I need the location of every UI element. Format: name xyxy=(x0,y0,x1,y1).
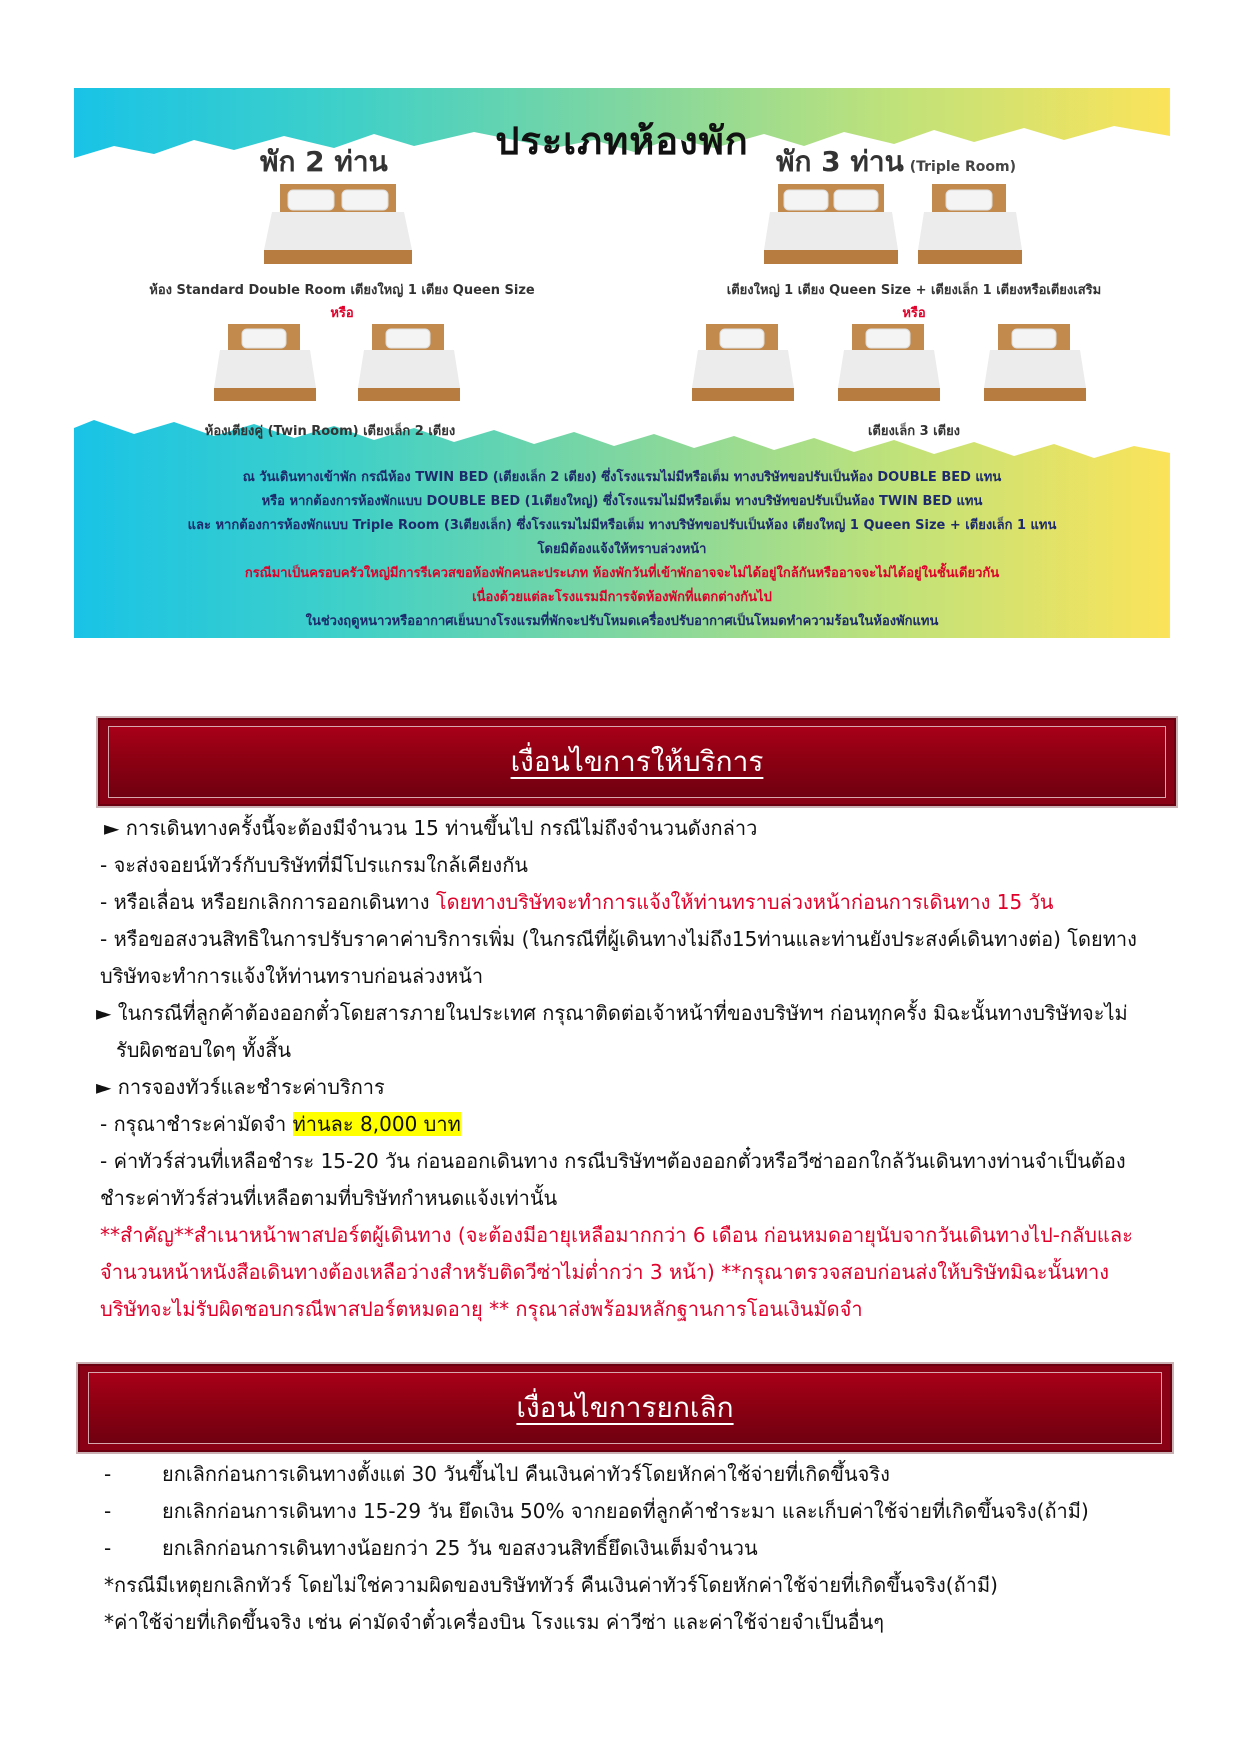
double-bed-icon xyxy=(760,184,902,270)
passport-warning-line: บริษัทจะไม่รับผิดชอบกรณีพาสปอร์ตหมดอายุ ** กรุณาส่งพร้อมหลักฐานการโอนเงินมัดจำ xyxy=(100,1297,863,1321)
passport-warning-line: จำนวนหน้าหนังสือเดินทางต้องเหลือว่างสำหรับติดวีซ่าไม่ต่ำกว่า 3 หน้า) **กรุณาตรวจสอบก่อนส่งให้บริษัทมิฉะนั้นทาง xyxy=(100,1260,1110,1284)
three-pax-caption-three-singles: เตียงเล็ก 3 เตียง xyxy=(867,424,961,439)
two-pax-or: หรือ xyxy=(330,306,354,321)
cancel-header-panel xyxy=(88,1372,1162,1444)
service-line: - หรือขอสงวนสิทธิในการปรับราคาค่าบริการเพิ่ม (ในกรณีที่ผู้เดินทางไม่ถึง15ท่านและท่านยังประสงค์เดินทางต่อ) โดยทาง xyxy=(100,927,1137,951)
cancel-body xyxy=(104,1456,1174,1641)
banner-note: ในช่วงฤดูหนาวหรืออากาศเย็นบางโรงแรมที่พักจะปรับโหมดเครื่องปรับอากาศเป็นโหมดทำความร้อนในห้องพักแทน xyxy=(305,614,939,629)
banner-note: ณ วันเดินทางเข้าพัก กรณีห้อง TWIN BED (เตียงเล็ก 2 เตียง) ซึ่งโรงแรมไม่มีหรือเต็ม ทางบริษัทขอปรับเป็นห้อง DOUBLE BED แทน xyxy=(242,470,1002,485)
service-line: - จะส่งจอยน์ทัวร์กับบริษัทที่มีโปรแกรมใกล้เคียงกัน xyxy=(100,853,528,877)
banner-title: ประเภทห้องพัก xyxy=(495,119,749,163)
service-header-panel xyxy=(108,726,1166,798)
service-section-header xyxy=(96,716,1178,808)
service-line: รับผิดชอบใดๆ ทั้งสิ้น xyxy=(116,1038,292,1062)
service-line-text: - กรุณาชำระค่ามัดจำ xyxy=(100,1112,293,1136)
service-line xyxy=(100,1106,1180,1143)
service-line: บริษัทจะทำการแจ้งให้ท่านทราบก่อนล่วงหน้า xyxy=(100,964,484,988)
service-line: ► การจองทัวร์และชำระค่าบริการ xyxy=(96,1075,385,1099)
service-line: ► การเดินทางครั้งนี้จะต้องมีจำนวน 15 ท่านขึ้นไป กรณีไม่ถึงจำนวนดังกล่าว xyxy=(104,816,758,840)
cancel-item-text: ยกเลิกก่อนการเดินทางน้อยกว่า 25 วัน ขอสงวนสิทธิ์ยึดเงินเต็มจำนวน xyxy=(162,1536,758,1560)
service-line: ► ในกรณีที่ลูกค้าต้องออกตั๋วโดยสารภายในประเทศ กรุณาติดต่อเจ้าหน้าที่ของบริษัทฯ ก่อนทุกครั้ง มิฉะนั้นทางบริษัทจะไม่ xyxy=(96,1001,1128,1025)
banner-note: และ หากต้องการห้องพักแบบ Triple Room (3เตียงเล็ก) ซึ่งโรงแรมไม่มีหรือเต็ม ทางบริษัทขอปรับเป็นห้อง เตียงใหญ่ 1 Queen Size + เตียงเล็ก 1 แทน xyxy=(187,518,1057,533)
cancel-item-text: ยกเลิกก่อนการเดินทาง 15-29 วัน ยึดเงิน 50% จากยอดที่ลูกค้าชำระมา และเก็บค่าใช้จ่ายที่เกิดขึ้นจริง(ถ้ามี) xyxy=(162,1499,1089,1523)
three-pax-title-text: พัก 3 ท่าน xyxy=(776,145,904,178)
cancel-item-dash: - xyxy=(104,1499,112,1523)
banner-note-warning: เนื่องด้วยแต่ละโรงแรมมีการจัดห้องพักที่แตกต่างกันไป xyxy=(472,590,772,605)
cancel-item-dash: - xyxy=(104,1536,112,1560)
banner-note: โดยมิต้องแจ้งให้ทราบล่วงหน้า xyxy=(537,542,707,557)
cancel-item xyxy=(104,1530,1174,1567)
service-line-warning: โดยทางบริษัทจะทำการแจ้งให้ท่านทราบล่วงหน้าก่อนการเดินทาง 15 วัน xyxy=(435,890,1054,914)
service-line: - ค่าทัวร์ส่วนที่เหลือชำระ 15-20 วัน ก่อนออกเดินทาง กรณีบริษัทฯต้องออกตั๋วหรือวีซ่าออกใกล้วันเดินทางท่านจำเป็นต้อง xyxy=(100,1149,1126,1173)
cancel-item-dash: - xyxy=(104,1462,112,1486)
room-type-banner xyxy=(74,88,1170,638)
two-pax-title: พัก 2 ท่าน xyxy=(260,145,388,178)
service-section-title: เงื่อนไขการให้บริการ xyxy=(510,745,764,778)
single-bed-icon xyxy=(914,184,1026,270)
banner-notes xyxy=(94,466,1150,634)
cancel-section-header xyxy=(76,1362,1174,1454)
service-line: ชำระค่าทัวร์ส่วนที่เหลือตามที่บริษัทกำหนดแจ้งเท่านั้น xyxy=(100,1186,558,1210)
three-pax-caption-mixed: เตียงใหญ่ 1 เตียง Queen Size + เตียงเล็ก 1 เตียงหรือเตียงเสริม xyxy=(726,283,1102,298)
cancel-item xyxy=(104,1493,1174,1530)
cancel-item-text: ยกเลิกก่อนการเดินทางตั้งแต่ 30 วันขึ้นไป คืนเงินค่าทัวร์โดยหักค่าใช้จ่ายที่เกิดขึ้นจริง xyxy=(162,1462,890,1486)
cancel-section-title: เงื่อนไขการยกเลิก xyxy=(516,1391,734,1424)
single-bed-icon xyxy=(688,324,798,406)
service-line xyxy=(100,884,1180,921)
service-line-text: - หรือเลื่อน หรือยกเลิกการออกเดินทาง xyxy=(100,890,436,914)
cancel-note: *กรณีมีเหตุยกเลิกทัวร์ โดยไม่ใช่ความผิดของบริษัททัวร์ คืนเงินค่าทัวร์โดยหักค่าใช้จ่ายที่เกิดขึ้นจริง(ถ้ามี) xyxy=(104,1573,998,1597)
two-pax-caption-twin: ห้องเตียงคู่ (Twin Room) เตียงเล็ก 2 เตียง xyxy=(204,424,456,439)
single-bed-icon xyxy=(210,324,320,406)
single-bed-icon xyxy=(354,324,464,406)
single-bed-icon xyxy=(980,324,1090,406)
three-pax-or: หรือ xyxy=(902,306,926,321)
three-pax-title xyxy=(776,140,1016,184)
three-pax-subtitle: (Triple Room) xyxy=(909,159,1017,175)
banner-note-warning: กรณีมาเป็นครอบครัวใหญ่มีการรีเควสขอห้องพักคนละประเภท ห้องพักวันที่เข้าพักอาจจะไม่ได้อยู่ใกล้กันหรืออาจจะไม่ได้อยู่ในชั้นเดียวกัน xyxy=(244,566,1000,581)
double-bed-icon xyxy=(260,184,416,270)
single-bed-icon xyxy=(834,324,944,406)
service-body xyxy=(96,810,1180,1328)
banner-note: หรือ หากต้องการห้องพักแบบ DOUBLE BED (1เตียงใหญ่) ซึ่งโรงแรมไม่มีหรือเต็ม ทางบริษัทขอปรับเป็นห้อง TWIN BED แทน xyxy=(261,494,983,509)
deposit-amount-highlight: ท่านละ 8,000 บาท xyxy=(292,1112,461,1136)
two-pax-caption-double: ห้อง Standard Double Room เตียงใหญ่ 1 เตียง Queen Size xyxy=(149,283,535,298)
cancel-note: *ค่าใช้จ่ายที่เกิดขึ้นจริง เช่น ค่ามัดจำตั๋วเครื่องบิน โรงแรม ค่าวีซ่า และค่าใช้จ่ายจำเป็นอื่นๆ xyxy=(104,1610,885,1634)
passport-warning-line: **สำคัญ**สำเนาหน้าพาสปอร์ตผู้เดินทาง (จะต้องมีอายุเหลือมากกว่า 6 เดือน ก่อนหมดอายุนับจากวันเดินทางไป-กลับและ xyxy=(100,1223,1133,1247)
cancel-item xyxy=(104,1456,1174,1493)
